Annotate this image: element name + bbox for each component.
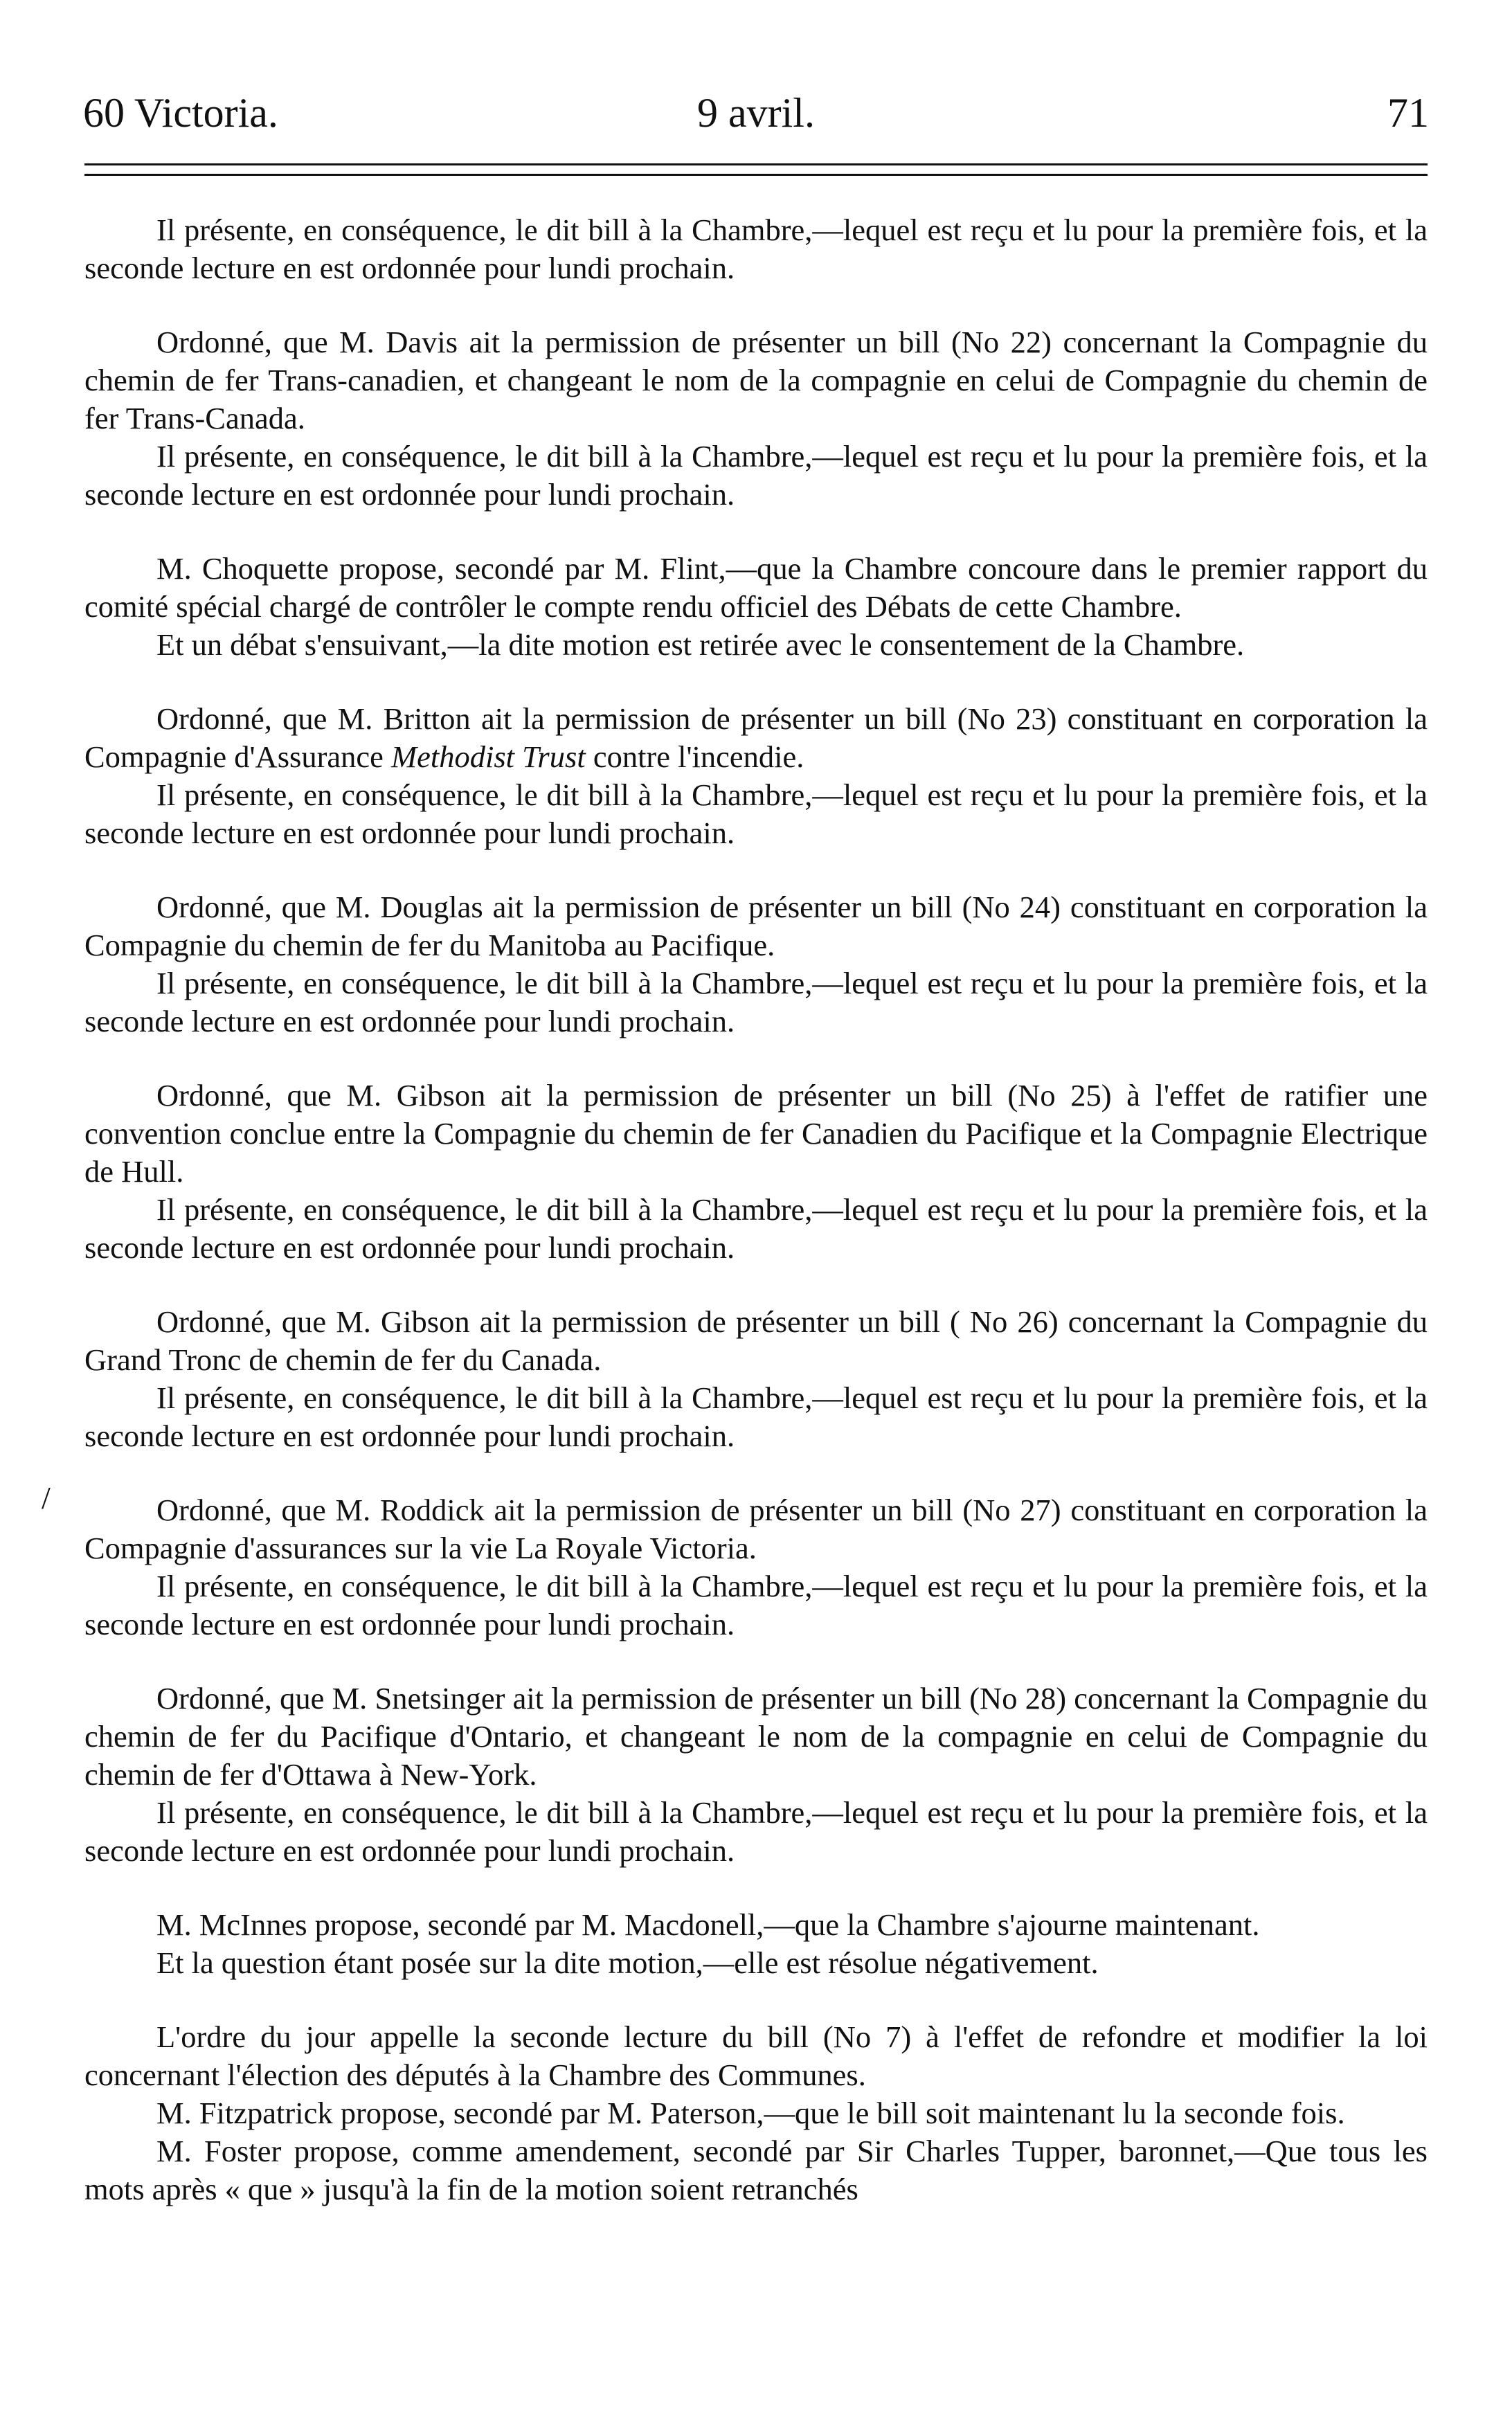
- paragraph: Ordonné, que M. Gibson ait la permission de présenter un bill (No 25) à l'effet de ratifier une convention conclue entre la Compagnie du chemin de fer Canadien du Pacifique et la Compagnie Electrique de Hull.: [84, 1078, 1428, 1189]
- journal-entry: [84, 1680, 1428, 1870]
- paragraph: Il présente, en conséquence, le dit bill à la Chambre,—lequel est reçu et lu pour la première fois, et la seconde lecture en est ordonnée pour lundi prochain.: [84, 439, 1428, 512]
- header-session: 60 Victoria.: [83, 90, 278, 136]
- journal-entry: [84, 888, 1428, 1041]
- paragraph: M. Foster propose, comme amendement, secondé par Sir Charles Tupper, baronnet,—Que tous les mots après « que » jusqu'à la fin de la motion soient retranchés: [84, 2134, 1428, 2206]
- paragraph: Il présente, en conséquence, le dit bill à la Chambre,—lequel est reçu et lu pour la première fois, et la seconde lecture en est ordonnée pour lundi prochain.: [84, 1569, 1428, 1641]
- journal-body: [42, 211, 1428, 2208]
- paragraph: Il présente, en conséquence, le dit bill à la Chambre,—lequel est reçu et lu pour la première fois, et la seconde lecture en est ordonnée pour lundi prochain.: [84, 777, 1428, 850]
- paragraph: Et un débat s'ensuivant,—la dite motion est retirée avec le consentement de la Chambre.: [156, 627, 1245, 662]
- paragraph: M. McInnes propose, secondé par M. Macdonell,—que la Chambre s'ajourne maintenant.: [156, 1907, 1260, 1942]
- journal-entry: [84, 323, 1428, 514]
- header-page-number: 71: [1387, 90, 1429, 136]
- journal-entry: [84, 550, 1428, 664]
- header-date: 9 avril.: [697, 90, 815, 136]
- paragraph: Ordonné, que M. Davis ait la permission de présenter un bill (No 22) concernant la Compagnie du chemin de fer Trans-canadien, et changeant le nom de la compagnie en celui de Compagnie du chemin de fer Trans-Canada.: [84, 325, 1428, 435]
- header-double-rule: [84, 163, 1428, 176]
- paragraph: Il présente, en conséquence, le dit bill à la Chambre,—lequel est reçu et lu pour la première fois, et la seconde lecture en est ordonnée pour lundi prochain.: [84, 966, 1428, 1038]
- paragraph: [84, 700, 1428, 776]
- paragraph: Ordonné, que M. Roddick ait la permission de présenter un bill (No 27) constituant en corporation la Compagnie d'assurances sur la vie La Royale Victoria.: [84, 1493, 1428, 1565]
- paragraph-text: contre l'incendie.: [585, 739, 804, 774]
- running-header: [83, 82, 1429, 144]
- journal-entry: [84, 2018, 1428, 2208]
- journal-entry: [84, 700, 1428, 852]
- paragraph: Ordonné, que M. Snetsinger ait la permission de présenter un bill (No 28) concernant la Compagnie du chemin de fer du Pacifique d'Ontario, et changeant le nom de la compagnie en celui de Compagnie du chemin de fer d'Ottawa à New-York.: [84, 1681, 1428, 1792]
- paragraph-text: Ordonné, que M. Britton ait la permission de présenter un bill (No 23) constituant en corporation la Compagnie d'Assurance: [84, 701, 1428, 774]
- journal-entry: [84, 211, 1428, 287]
- paragraph: Il présente, en conséquence, le dit bill à la Chambre,—lequel est reçu et lu pour la première fois, et la seconde lecture en est ordonnée pour lundi prochain.: [84, 1192, 1428, 1265]
- italic-company-name: Methodist Trust: [391, 739, 586, 774]
- paragraph: Ordonné, que M. Gibson ait la permission de présenter un bill ( No 26) concernant la Compagnie du Grand Tronc de chemin de fer du Canada.: [84, 1304, 1428, 1377]
- paragraph: Il présente, en conséquence, le dit bill à la Chambre,—lequel est reçu et lu pour la première fois, et la seconde lecture en est ordonnée pour lundi prochain.: [84, 213, 1428, 285]
- margin-pencil-mark: /: [42, 1480, 51, 1515]
- paragraph: L'ordre du jour appelle la seconde lecture du bill (No 7) à l'effet de refondre et modifier la loi concernant l'élection des députés à la Chambre des Communes.: [84, 2019, 1428, 2092]
- paragraph: M. Fitzpatrick propose, secondé par M. Paterson,—que le bill soit maintenant lu la seconde fois.: [156, 2096, 1345, 2130]
- paragraph: Et la question étant posée sur la dite motion,—elle est résolue négativement.: [156, 1945, 1099, 1980]
- paragraph: Ordonné, que M. Douglas ait la permission de présenter un bill (No 24) constituant en corporation la Compagnie du chemin de fer du Manitoba au Pacifique.: [84, 890, 1428, 962]
- journal-entry: [42, 1480, 1428, 1644]
- journal-entry: [84, 1077, 1428, 1267]
- paragraph: Il présente, en conséquence, le dit bill à la Chambre,—lequel est reçu et lu pour la première fois, et la seconde lecture en est ordonnée pour lundi prochain.: [84, 1795, 1428, 1868]
- paragraph: Il présente, en conséquence, le dit bill à la Chambre,—lequel est reçu et lu pour la première fois, et la seconde lecture en est ordonnée pour lundi prochain.: [84, 1380, 1428, 1453]
- journal-entry: [84, 1303, 1428, 1455]
- paragraph: M. Choquette propose, secondé par M. Flint,—que la Chambre concoure dans le premier rapport du comité spécial chargé de contrôler le compte rendu officiel des Débats de cette Chambre.: [84, 551, 1428, 624]
- journal-entry: [84, 1906, 1428, 1982]
